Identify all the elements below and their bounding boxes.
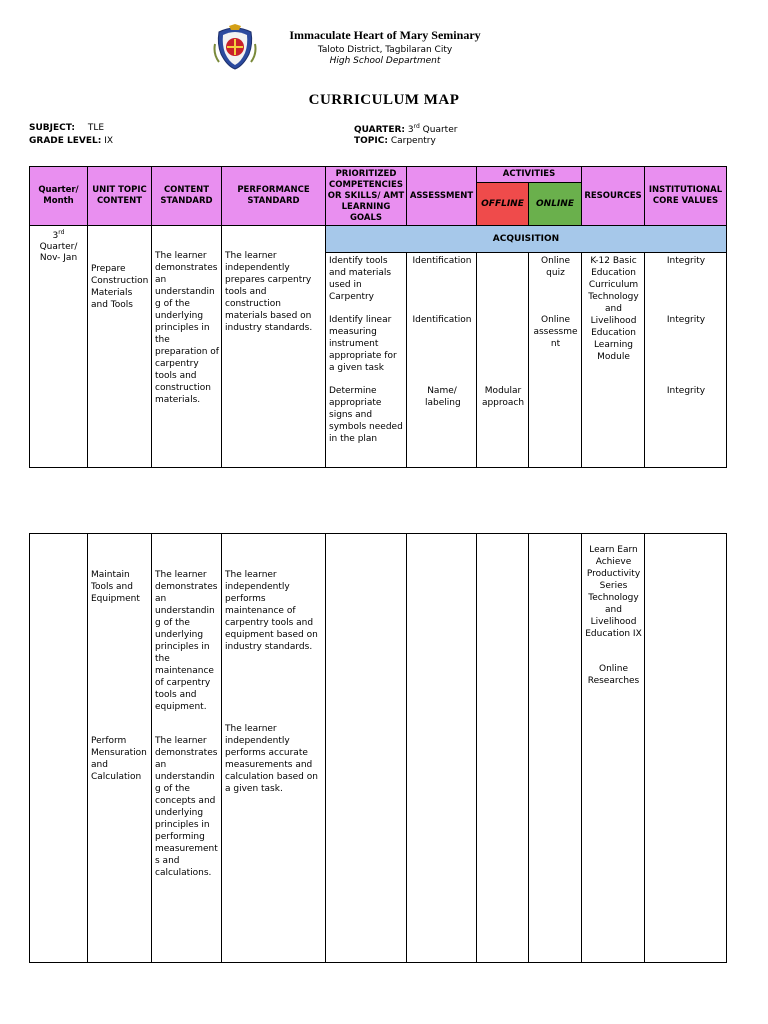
- row2-unit-1: Maintain Tools and Equipment: [91, 570, 140, 604]
- row1-online-activity-2: Online assessme nt: [533, 315, 578, 349]
- header-assessment: ASSESSMENT: [407, 167, 477, 226]
- quarter-label: QUARTER:: [354, 125, 405, 135]
- row2-resources-1: Learn Earn Achieve Productivity Series Technology and Livelihood Education IX: [585, 545, 642, 639]
- row2-content-1: The learner demonstrates an understandin g of the underlying principles in the maintenance of carpentry tools and equipment.: [155, 570, 218, 712]
- subject-label: SUBJECT:: [29, 123, 75, 133]
- row1-assessment-1: Identification: [412, 256, 472, 266]
- grade-value: IX: [104, 136, 114, 146]
- row1-assessment-2: Identification: [412, 315, 472, 325]
- row1-resources: K-12 Basic Education Curriculum Technology and Livelihood Education Learning Module: [588, 256, 639, 362]
- row2-performance-cell: [222, 534, 326, 963]
- subject-line: [29, 123, 104, 133]
- header-performance-standard: PERFORMANCE STANDARD: [222, 167, 326, 226]
- row1-competency-2: Identify linear measuring instrument appropriate for a given task: [329, 315, 397, 373]
- row2-values-cell: [645, 534, 727, 963]
- row2-unit-2: Perform Mensuration and Calculation: [91, 736, 147, 782]
- row2-quarter-cell: [30, 534, 88, 963]
- row1-content-text: The learner demonstrates an understandin g of the underlying principles in the preparation of carpentry tools and construction materials.: [155, 251, 219, 405]
- school-department: High School Department: [329, 56, 441, 66]
- row1-resources-cell: [582, 253, 645, 468]
- row1-competencies-cell: [326, 253, 407, 468]
- grade-label: GRADE LEVEL:: [29, 136, 102, 146]
- row1-values-cell: [645, 253, 727, 468]
- header-competencies: PRIORITIZED COMPETENCIES OR SKILLS/ AMT LEARNING GOALS: [326, 167, 407, 226]
- curriculum-table-1: [29, 166, 727, 468]
- row1-value-3: Integrity: [666, 386, 706, 396]
- row2-unit-cell: [88, 534, 152, 963]
- row1-quarter-number: 3: [52, 231, 59, 241]
- row2-assessment-cell: [407, 534, 477, 963]
- row1-unit-text: Prepare Construction Materials and Tools: [91, 264, 149, 310]
- acquisition-band: ACQUISITION: [326, 226, 727, 253]
- row1-assessment-3: Name/ labeling: [425, 386, 461, 408]
- grade-line: [29, 136, 113, 146]
- row1-performance-text: The learner independently prepares carpentry tools and construction materials based on industry standards.: [225, 251, 313, 333]
- row1-competency-1: Identify tools and materials used in Carpentry: [329, 256, 392, 302]
- row2-performance-1: The learner independently performs maintenance of carpentry tools and equipment based on industry standards.: [225, 570, 318, 652]
- row2-content-2: The learner demonstrates an understandin g of the concepts and underlying principles in performing measurement s and calculations.: [155, 736, 218, 878]
- quarter-sup: rd: [413, 123, 420, 130]
- row1-quarter-cell: [30, 226, 88, 468]
- header-offline: OFFLINE: [477, 183, 529, 226]
- header-unit-topic: UNIT TOPIC CONTENT: [88, 167, 152, 226]
- quarter-rest: Quarter: [422, 125, 458, 135]
- row1-online-activity-1: Online quiz: [540, 256, 571, 278]
- curriculum-table-2: [29, 533, 727, 963]
- header-content-standard: CONTENT STANDARD: [152, 167, 222, 226]
- row2-offline-cell: [477, 534, 529, 963]
- row1-value-2: Integrity: [666, 315, 706, 325]
- quarter-line: [354, 123, 457, 135]
- row1-offline-cell: [477, 253, 529, 468]
- topic-label: TOPIC:: [354, 136, 388, 146]
- row1-online-cell: [529, 253, 582, 468]
- seminary-seal-icon: [213, 24, 257, 70]
- row1-assessment-cell: [407, 253, 477, 468]
- header-online: ONLINE: [529, 183, 582, 226]
- topic-line: [354, 136, 436, 146]
- row1-value-1: Integrity: [666, 256, 706, 266]
- row1-offline-activity: Modular approach: [481, 386, 525, 408]
- subject-value: TLE: [87, 123, 105, 133]
- header-resources: RESOURCES: [582, 167, 645, 226]
- quarter-number: 3: [407, 125, 414, 135]
- page-title: CURRICULUM MAP: [308, 92, 460, 108]
- row1-unit-cell: [88, 226, 152, 468]
- row1-performance-cell: [222, 226, 326, 468]
- header-quarter-month: Quarter/ Month: [30, 167, 88, 226]
- row1-content-cell: [152, 226, 222, 468]
- row1-quarter-sup: rd: [58, 229, 65, 236]
- row2-content-cell: [152, 534, 222, 963]
- row2-online-cell: [529, 534, 582, 963]
- school-name: Immaculate Heart of Mary Seminary: [289, 28, 481, 42]
- school-district: Taloto District, Tagbilaran City: [317, 45, 453, 55]
- row1-competency-3: Determine appropriate signs and symbols needed in the plan: [329, 386, 403, 444]
- header-core-values: INSTITUTIONAL CORE VALUES: [645, 167, 727, 226]
- school-info: [270, 28, 500, 66]
- header-activities: ACTIVITIES: [477, 167, 582, 183]
- row1-quarter-text: Quarter/ Nov- Jan: [39, 242, 78, 263]
- topic-value: Carpentry: [390, 136, 436, 146]
- row2-resources-cell: [582, 534, 645, 963]
- row2-resources-2: Online Researches: [587, 664, 640, 686]
- row2-competencies-cell: [326, 534, 407, 963]
- document-header: [0, 22, 768, 72]
- row2-performance-2: The learner independently performs accurate measurements and calculation based on a given task.: [225, 724, 318, 794]
